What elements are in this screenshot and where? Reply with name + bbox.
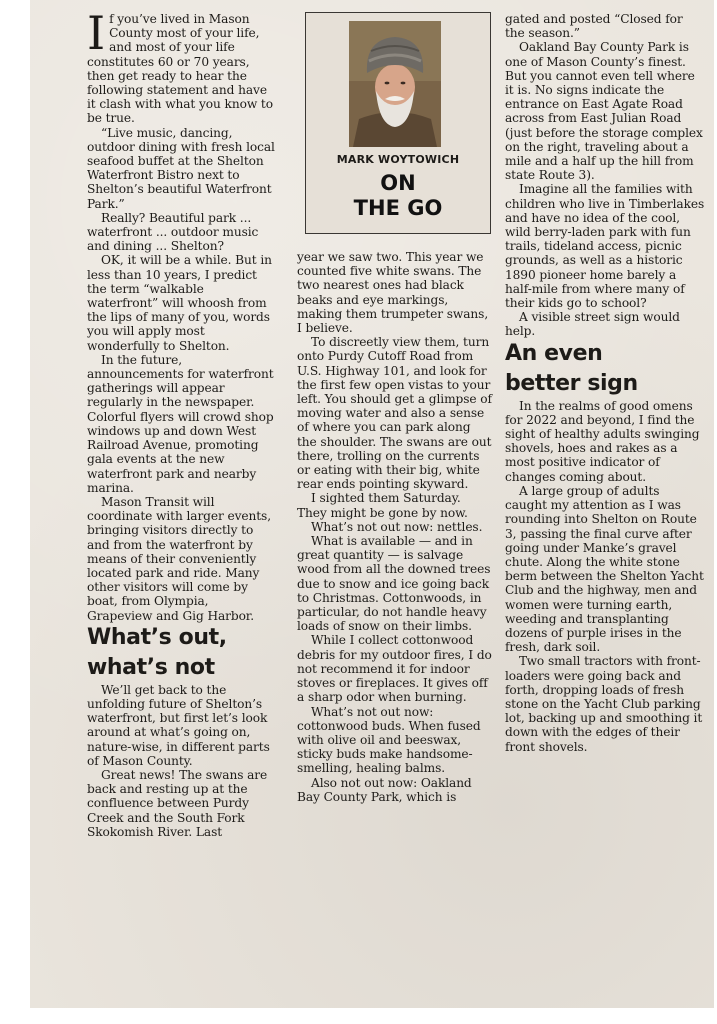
paragraph: gated and posted “Closed for the season.” bbox=[505, 12, 683, 41]
paragraph: In the realms of good omens for 2022 and beyond, I find the sight of healthy adults swinging shovels, hoes and rakes as a most positive indicator of changes coming about. bbox=[505, 398, 700, 484]
paragraph: A visible street sign would help. bbox=[505, 310, 680, 339]
paragraph: Two small tractors with front-loaders were going back and forth, dropping loads of fresh stone on the Yacht Club parking lot, backing up and smoothing it down with the edges of their front shovels. bbox=[505, 654, 703, 754]
paragraph: Great news! The swans are back and resting up at the confluence between Purdy Creek and the South Fork Skokomish River. Last bbox=[87, 767, 268, 839]
column-header-box bbox=[305, 12, 491, 234]
article-column-1 bbox=[87, 6, 277, 839]
section-heading bbox=[87, 623, 277, 683]
paragraph: “Live music, dancing, outdoor dining with fresh local seafood buffet at the Shelton Waterfront Bistro next to Shelton’s beautiful Waterfront Park.” bbox=[87, 125, 275, 211]
paragraph: I sighted them Saturday. They might be gone by now. bbox=[297, 491, 468, 520]
paragraph: What’s not out now: nettles. bbox=[311, 519, 483, 534]
author-portrait-image bbox=[349, 21, 441, 147]
heading-line: What’s out, bbox=[87, 624, 227, 650]
paragraph bbox=[87, 6, 277, 126]
paragraph: OK, it will be a while. But in less than 10 years, I predict the term “walkable waterfront” will whoosh from the lips of many of you, words you will apply most wonderfully to Shelton. bbox=[87, 253, 272, 353]
paragraph: year we saw two. This year we counted five white swans. The two nearest ones had black beaks and eye markings, making them trumpeter swans, I believe. bbox=[297, 250, 489, 336]
heading-line: An even bbox=[505, 340, 603, 366]
column-title bbox=[306, 171, 490, 221]
paragraph: Imagine all the families with children who live in Timberlakes and have no idea of the cool, wild berry-laden park with fun trails, tideland access, picnic grounds, as well as a historic 1890 pioneer home barely a half-mile from where many of their kids go to school? bbox=[505, 182, 705, 311]
paragraph: What is available — and in great quantity — is salvage wood from all the downed trees due to snow and ice going back to Christmas. Cottonwoods, in particular, do not handle heavy loads of snow on their limbs. bbox=[297, 534, 491, 634]
heading-line: better sign bbox=[505, 370, 638, 396]
column-byline: MARK WOYTOWICH bbox=[336, 153, 460, 166]
paragraph: Also not out now: Oakland Bay County Park, which is bbox=[297, 775, 472, 804]
paragraph: To discreetly view them, turn onto Purdy Cutoff Road from U.S. Highway 101, and look for the first few open vistas to your left. You should get a glimpse of moving water and also a sense of where you can park along the shoulder. The swans are out there, trolling on the currents or eating with their big, white rear ends pointing skyward. bbox=[297, 335, 492, 492]
paragraph: In the future, announcements for waterfront gatherings will appear regularly in the newspaper. Colorful flyers will crowd shop windows up and down West Railroad Avenue, promoting gala events at the new waterfront park and nearby marina. bbox=[87, 352, 274, 495]
paragraph: Mason Transit will coordinate with larger events, bringing visitors directly to and from the waterfront by means of their conveniently located park and ride. Many other visitors will come by boat, from Olympia, Grapeview and Gig Harbor. bbox=[87, 494, 271, 623]
drop-cap: I bbox=[87, 6, 106, 60]
column-title-line2: THE GO bbox=[353, 196, 443, 220]
heading-line: what’s not bbox=[87, 654, 215, 680]
paragraph: We’ll get back to the unfolding future of Shelton’s waterfront, but first let’s look around at what’s going on, nature-wise, in different parts of Mason County. bbox=[87, 682, 270, 768]
article-column-3 bbox=[505, 12, 705, 754]
author-photo bbox=[349, 21, 441, 147]
column-title-line1: ON bbox=[380, 171, 416, 195]
section-heading bbox=[505, 339, 705, 399]
paragraph-text: f you’ve lived in Mason County most of your life, and most of your life constitutes 60 or 70 years, then get ready to hear the following statement and have it clash with what you know to be true. bbox=[87, 12, 273, 126]
article-column-2 bbox=[297, 250, 493, 804]
paragraph: Really? Beautiful park ... waterfront ... outdoor music and dining ... Shelton? bbox=[87, 210, 259, 254]
paragraph: Oakland Bay County Park is one of Mason County’s finest. But you cannot even tell where it is. No signs indicate the entrance on East Agate Road across from East Julian Road (just before the storage complex on the right, traveling about a mile and a half up the hill from state Route 3). bbox=[505, 40, 703, 183]
paragraph: What’s not out now: cottonwood buds. When fused with olive oil and beeswax, sticky buds make handsome-smelling, healing balms. bbox=[297, 704, 481, 776]
paragraph: While I collect cottonwood debris for my outdoor fires, I do not recommend it for indoor stoves or fireplaces. It gives off a sharp odor when burning. bbox=[297, 633, 492, 705]
paragraph: A large group of adults caught my attention as I was rounding into Shelton on Route 3, passing the final curve after going under Manke’s gravel chute. Along the white stone berm between the Shelton Yacht Club and the highway, men and women were turning earth, weeding and transplanting dozens of purple irises in the fresh, dark soil. bbox=[505, 483, 704, 655]
